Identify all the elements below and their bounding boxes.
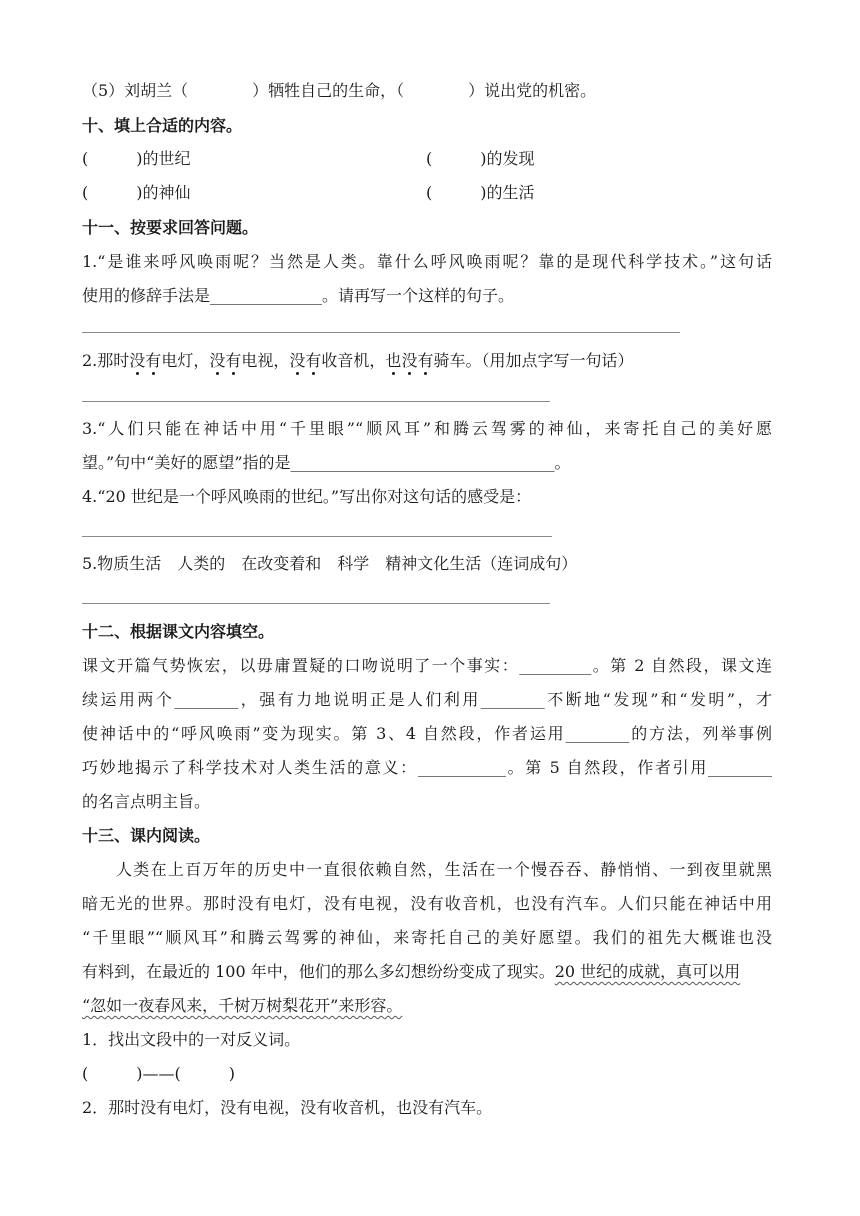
s10-blank-immortal: ( )的神仙 [82,183,191,202]
s13-q2: 2．那时没有电灯，没有电视，没有收音机，也没有汽车。 [82,1098,493,1117]
s13-passage-line-2: 暗无光的世界。那时没有电灯，没有电视，没有收音机，也没有汽车。人们只能在神话中用 [82,894,772,913]
s10-blank-discovery: ( )的发现 [426,149,535,168]
s11-q2-answer-line [82,401,550,402]
s11-q1-answer-line [82,332,680,333]
s11-q4-answer-line [82,536,552,537]
section-12-title: 十二、根据课文内容填空。 [82,622,275,641]
s12-line-3: 使神话中的“呼风唤雨”变为现实。第 3、4 自然段，作者运用________的方法，列举事例 [82,724,772,743]
s10-row-1 [82,148,535,170]
s12-line-4: 巧妙地揭示了科学技术对人类生活的意义：___________。第 5 自然段，作者引用________ [82,758,772,777]
s12-line-2: 续运用两个________，强有力地说明正是人们利用________不断地“发现”和“发明”，才 [82,690,772,709]
section-10-title: 十、填上合适的内容。 [82,116,243,135]
s11-q5-answer-line [82,603,550,604]
s12-line-1: 课文开篇气势恢宏，以毋庸置疑的口吻说明了一个事实：_________。第 2 自然段，课文连 [82,656,772,675]
s13-wavy-underlined-text: 20 世纪的成就，真可以用 [554,962,741,981]
s13-q1-blanks: ( )——( ) [82,1064,235,1083]
s11-q3-line-2: 望。”句中“美好的愿望”指的是_________________________________。 [82,453,571,472]
s11-q5: 5.物质生活 人类的 在改变着和 科学 精神文化生活（连词成句） [82,554,578,573]
s11-q1-line-2: 使用的修辞手法是______________。请再写一个这样的句子。 [82,286,515,305]
s13-q1: 1．找出文段中的一对反义词。 [82,1030,301,1049]
section-11-title: 十一、按要求回答问题。 [82,218,259,237]
s10-row-2 [82,182,535,204]
s13-passage-line-4: 有料到，在最近的 100 年中，他们的那么多幻想纷纷变成了现实。20 世纪的成就，真可以用 [82,962,741,981]
q9-item-5: （5）刘胡兰（ ）牺牲自己的生命，（ ）说出党的机密。 [82,81,597,100]
s13-passage-line-3: “千里眼”“顺风耳”和腾云驾雾的神仙，来寄托自己的美好愿望。我们的祖先大概谁也没 [82,928,772,947]
s13-passage-line-1: 人类在上百万年的历史中一直很依赖自然，生活在一个慢吞吞、静悄悄、一到夜里就黑 [116,860,772,879]
s11-q4: 4.“20 世纪是一个呼风唤雨的世纪。”写出你对这句话的感受是： [82,487,532,506]
s11-q1-line-1: 1.“是谁来呼风唤雨呢？当然是人类。靠什么呼风唤雨呢？靠的是现代科学技术。”这句话 [82,252,772,271]
s13-passage-line-5 [82,995,402,1017]
s11-q2: 2.那时没有电灯，没有电视，没有收音机，也没有骑车。（用加点字写一句话） [82,351,634,370]
section-13-title: 十三、课内阅读。 [82,826,211,845]
s10-blank-century: ( )的世纪 [82,149,191,168]
s10-blank-life: ( )的生活 [426,183,535,202]
s12-line-5: 的名言点明主旨。 [82,792,211,811]
s13-wavy-underlined-poem: “忽如一夜春风来，千树万树梨花开”来形容。 [82,996,403,1015]
s11-q3-line-1: 3.“人们只能在神话中用“千里眼”“顺风耳”和腾云驾雾的神仙，来寄托自己的美好愿 [82,419,772,438]
